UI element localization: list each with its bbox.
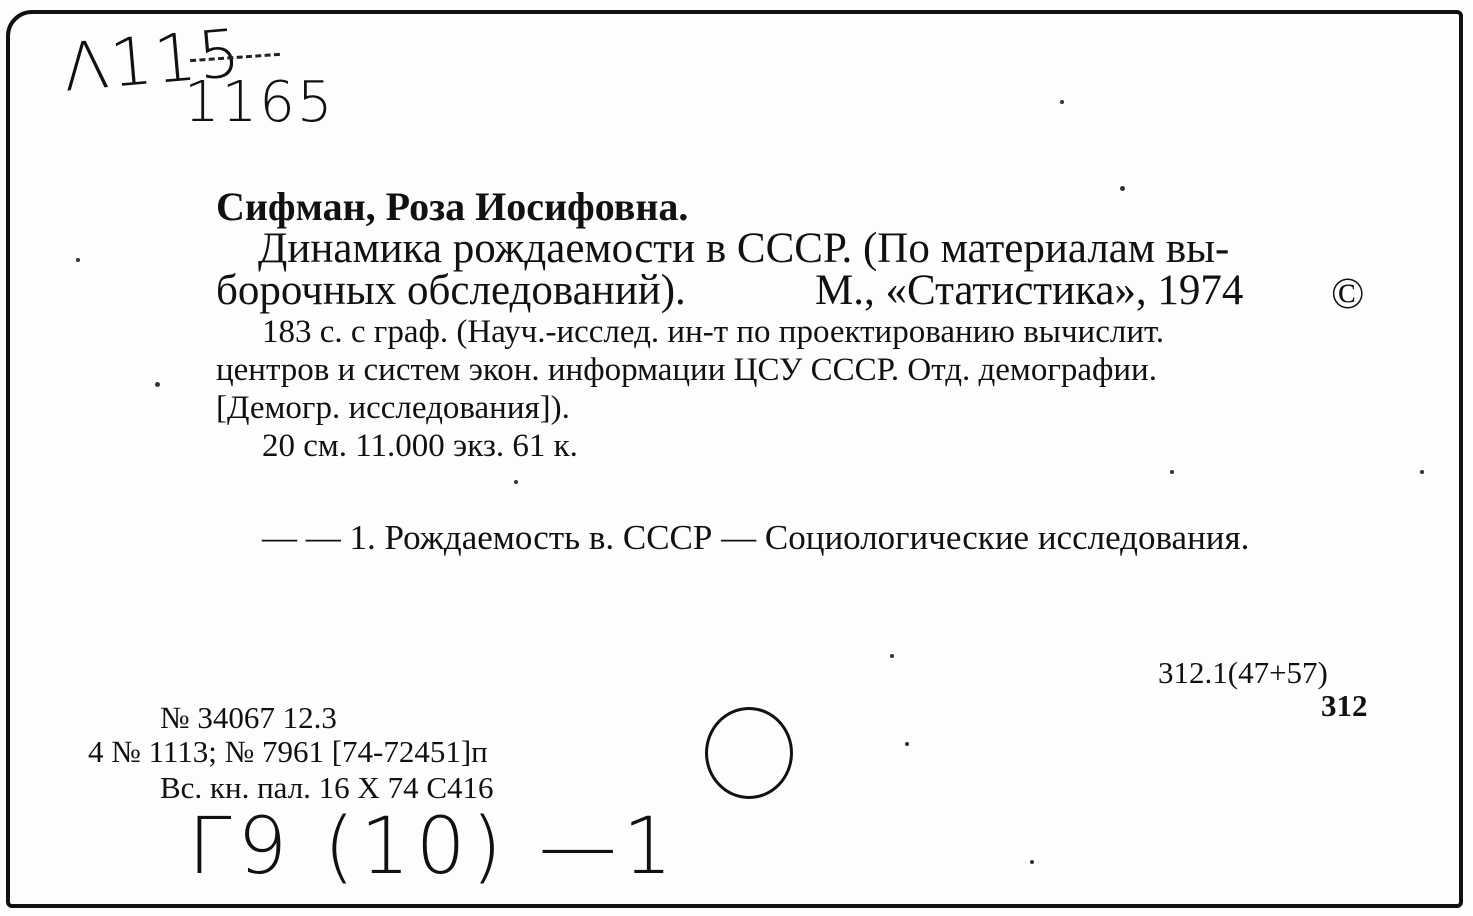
udc-code-1: 312.1(47+57) [1158, 655, 1328, 690]
registration-number-3: Вс. кн. пал. 16 X 74 С416 [160, 770, 494, 805]
print-speck [155, 382, 160, 387]
udc-code-2: 312 [1321, 688, 1368, 723]
stamp-circle-icon [705, 707, 793, 799]
series-line-3: [Демогр. исследования]). [216, 390, 570, 426]
pages-line: 183 с. с граф. (Науч.-исслед. ин-т по проектированию вычислит. [262, 314, 1165, 350]
handwritten-call-number: Г9 (10) —1 [188, 802, 679, 892]
print-speck [76, 258, 80, 262]
print-speck [1420, 470, 1424, 474]
publication-info: М., «Статистика», 1974 [815, 267, 1244, 314]
print-speck [890, 654, 894, 658]
print-speck [514, 480, 518, 484]
registration-number-1: № 34067 12.3 [160, 700, 337, 735]
size-line: 20 см. 11.000 экз. 61 к. [262, 428, 578, 464]
handwritten-shelf-mark-denominator: 1165 [184, 70, 335, 135]
print-speck [1030, 860, 1034, 864]
print-speck [905, 742, 909, 746]
copyright-icon: © [1331, 269, 1365, 318]
handwritten-shelf-mark: Λ115 [60, 14, 246, 107]
registration-number-2: 4 № 1113; № 7961 [74-72451]п [88, 734, 488, 769]
title-line-1: Динамика рождаемости в СССР. (По материалам вы- [258, 225, 1230, 272]
title-line-2: борочных обследований). [216, 267, 686, 314]
author-heading: Сифман, Роза Иосифовна. [216, 184, 689, 229]
subject-heading: — — 1. Рождаемость в. СССР — Социологические исследования. [262, 518, 1250, 557]
print-speck [1120, 186, 1125, 191]
series-line-2: центров и систем экон. информации ЦСУ СССР. Отд. демографии. [216, 352, 1157, 388]
print-speck [1170, 470, 1174, 474]
print-speck [1060, 100, 1064, 104]
